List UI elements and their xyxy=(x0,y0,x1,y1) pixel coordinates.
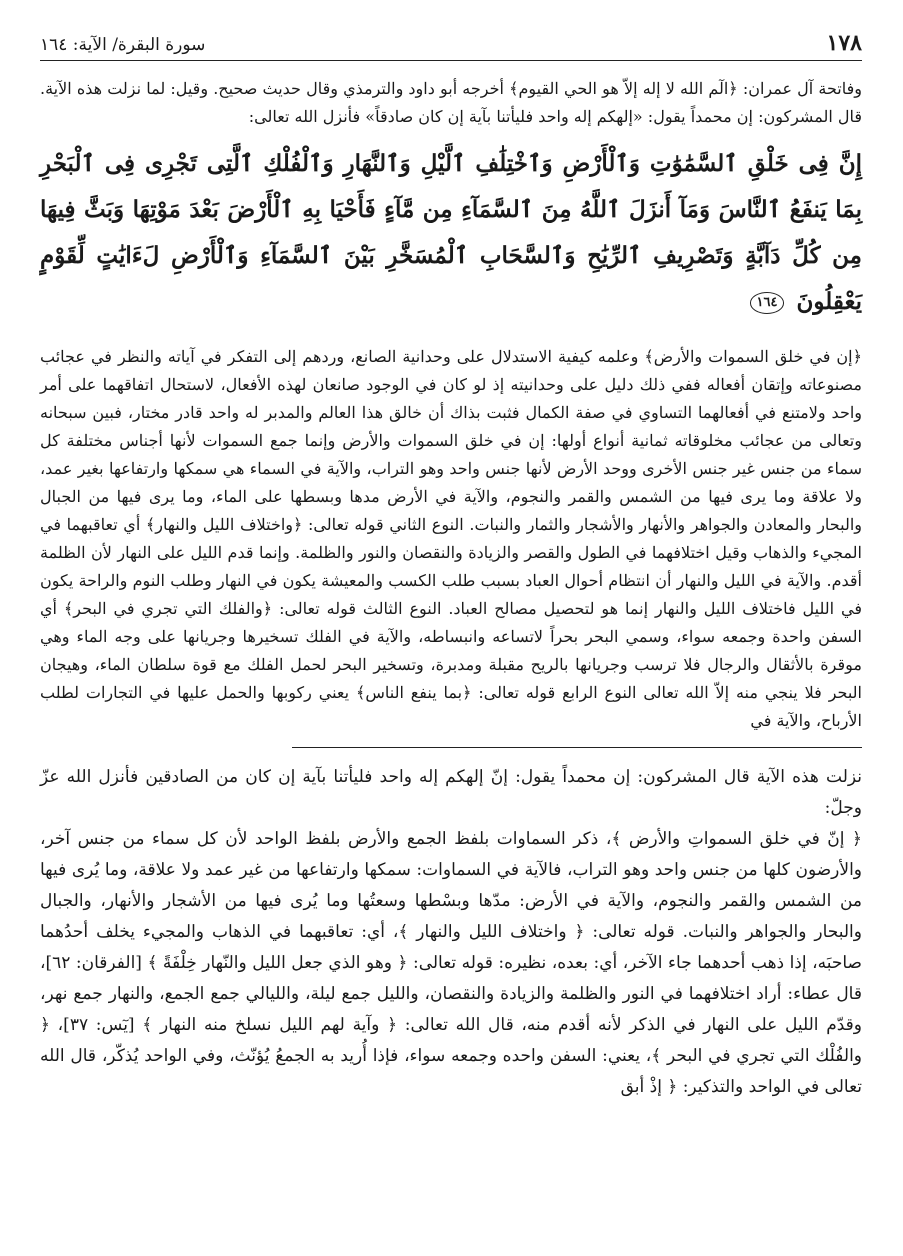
running-title: سورة البقرة/ الآية: ١٦٤ xyxy=(40,35,206,55)
commentary-paragraph: ﴿إن في خلق السموات والأرض﴾ وعلمه كيفية الاستدلال على وحدانية الصانع، وردهم إلى التفكر في آياته والنظر في عجائب مصنوعاته وإتقان أفعاله ففي ذلك دليل على وحدانيته إذ لو كان في الوجود صانعان لهذه الأفعال، لاستحال اتفاقهما على أمر واحد ولامتنع في أفعالهما التساوي في صفة الكمال فثبت بذاك أن خالق هذا العالم والمدبر له واحد قادر مختار، فبين سبحانه وتعالى من عجائب مخلوقاته ثمانية أنواع أولها: إن في خلق السموات والأرض وإنما جمع السموات لأنها أجناس مختلفة كل سماء من جنس غير جنس الأخرى ووحد الأرض لأنها جنس واحد وهو التراب، والآية في السماء هي سمكها وارتفاعها بغير عمد، ولا علاقة وما يرى فيها من الشمس والقمر والنجوم، والآية في الأرض مدها وبسطها على الماء، وما يرى فيها من الجبال والبحار والمعادن والجواهر والأنهار والأشجار والثمار والنبات. النوع الثاني قوله تعالى: ﴿واختلاف الليل والنهار﴾ أي تعاقبهما في المجيء والذهاب وقيل اختلافهما في الطول والقصر والزيادة والنقصان والنور والظلمة. وإنما قدم الليل على النهار لأن الظلمة أقدم. والآية في الليل والنهار أن انتظام أحوال العباد بسبب طلب الكسب والمعيشة يكون في النهار وطلب النوم والراحة يكون في الليل فاختلاف الليل والنهار إنما هو لتحصيل مصالح العباد. النوع الثالث قوله تعالى: ﴿والفلك التي تجري في البحر﴾ أي السفن واحدة وجمعه سواء، وسمي البحر بحراً لاتساعه وانبساطه، والآية في الفلك تسخيرها وجريانها على وجه الماء وهي موقرة بالأثقال والرجال فلا ترسب وجريانها بالريح مقبلة ومدبرة، وتسخير البحر لحمل الفلك مع قوة سلطان الماء، وهيجان البحر فلا ينجي منه إلاّ الله تعالى النوع الرابع قوله تعالى: ﴿بما ينفع الناس﴾ يعني ركوبها والحمل عليها في التجارات لطلب الأرباح، والآية في xyxy=(40,347,863,730)
verse-text: إِنَّ فِى خَلْقِ ٱلسَّمَٰوَٰتِ وَٱلْأَرْضِ وَٱخْتِلَٰفِ ٱلَّيْلِ وَٱلنَّهَارِ وَٱلْفُلْكِ ٱلَّتِى تَجْرِى فِى ٱلْبَحْرِ بِمَا يَنفَعُ ٱلنَّاسَ وَمَآ أَنزَلَ ٱللَّهُ مِنَ ٱلسَّمَآءِ مِن مَّآءٍ فَأَحْيَا بِهِ ٱلْأَرْضَ بَعْدَ مَوْتِهَا وَبَثَّ فِيهَا مِن كُلِّ دَآبَّةٍ وَتَصْرِيفِ ٱلرِّيَٰحِ وَٱلسَّحَابِ ٱلْمُسَخَّرِ بَيْنَ ٱلسَّمَآءِ وَٱلْأَرْضِ لَءَايَٰتٍ لِّقَوْمٍ يَعْقِلُونَ xyxy=(40,150,862,315)
intro-paragraph: وفاتحة آل عمران: ﴿الٓم الله لا إله إلاّ هو الحي القيوم﴾ أخرجه أبو داود والترمذي وقال حديث صحيح. وقيل: لما نزلت هذه الآية. قال المشركون: إن محمداً يقول: «إلهكم إله واحد فليأتنا بآية إن كان صادقاً» فأنزل الله تعالى: xyxy=(40,79,862,126)
book-page xyxy=(40,30,862,1103)
footnote-paragraph-1: نزلت هذه الآية قال المشركون: إن محمداً يقول: إنّ إلهكم إله واحد فليأتنا بآية إن كان من الصادقين فأنزل الله عزّ وجلّ: xyxy=(40,767,862,818)
verse-number-marker: ١٦٤ xyxy=(750,292,785,314)
page-header xyxy=(40,30,862,61)
footnote-paragraph-2: ﴿ إنّ في خلق السمواتِ والأرض ﴾، ذكر السماوات بلفظ الجمع والأرض بلفظ الواحد لأن كل سماء من جنس آخر، والأرضون كلها من جنس واحد وهو التراب، فالآية في السماوات: سمكها وارتفاعها من غير عمد ولا علاقة، وما يُرى فيها من الشمس والقمر والنجوم، والآية في الأرض: مدّها وبسْطها وسعتُها وما يُرى فيها من الأشجار والأنهار، والجبال والبحار والجواهر والنبات. قوله تعالى: ﴿ واختلاف الليل والنهار ﴾، أي: تعاقبهما في الذهاب والمجيء يخلف أحدُهما صاحبَه، إذا ذهب أحدهما جاء الآخر، أي: بعده، نظيره: قوله تعالى: ﴿ وهو الذي جعل الليل والنّهار خِلْفَةً ﴾ [الفرقان: ٦٢]، قال عطاء: أراد اختلافهما في النور والظلمة والزيادة والنقصان، والليل جمع ليلة، والليالي جمع الجمع، والنهار جمع نهر، وقدّم الليل على النهار في الذكر لأنه أقدم منه، قال الله تعالى: ﴿ وآية لهم الليل نسلخ منه النهار ﴾ [يٓس: ٣٧]، ﴿ والفُلْك التي تجري في البحر ﴾، يعني: السفن واحده وجمعه سواء، فإذا أُريد به الجمعُ يُؤنّث، وفي الواحد يُذكّر، قال الله تعالى في الواحد والتذكير: ﴿ إذْ أبق xyxy=(40,829,863,1097)
footnote-divider xyxy=(292,747,862,748)
quran-verse xyxy=(40,141,862,325)
page-number: ١٧٨ xyxy=(826,30,862,56)
